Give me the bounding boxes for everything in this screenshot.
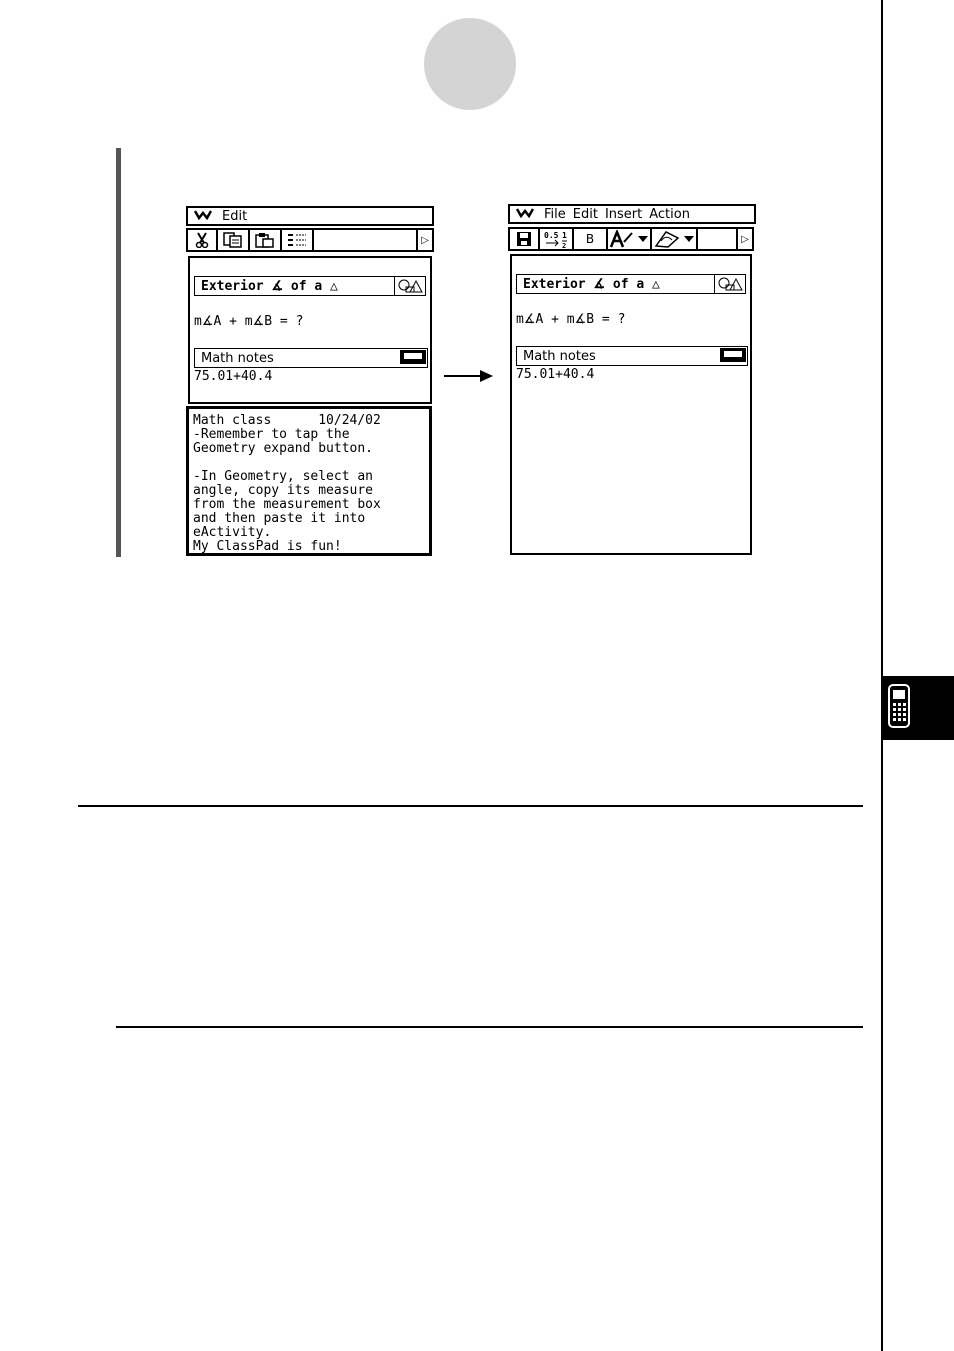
notes-title: Math notes [201, 350, 274, 366]
toolbar-more-button[interactable]: ▷ [416, 230, 432, 250]
notes-line: Math class 10/24/02 [193, 413, 381, 428]
notes-line: from the measurement box [193, 497, 381, 512]
expression-line: m∡A + m∡B = ? [194, 314, 304, 329]
menu-file[interactable]: File [544, 206, 566, 222]
subsection-divider [116, 1026, 863, 1028]
paste-icon[interactable] [250, 230, 282, 250]
chapter-circle [424, 18, 516, 110]
notes-strip[interactable] [516, 346, 748, 366]
dropdown-icon[interactable] [636, 229, 652, 249]
notes-line: and then paste it into [193, 511, 366, 526]
strip-title: Exterior ∡ of a △ [523, 276, 660, 292]
expression-line: m∡A + m∡B = ? [516, 312, 626, 327]
geometry-title-strip[interactable] [194, 276, 426, 296]
copy-icon[interactable] [218, 230, 250, 250]
menu-action[interactable]: Action [649, 206, 690, 222]
svg-text:2: 2 [562, 242, 567, 248]
notes-icon[interactable] [400, 350, 426, 364]
font-style-icon[interactable] [608, 229, 636, 249]
cut-icon[interactable] [188, 230, 218, 250]
notes-line: -In Geometry, select an [193, 469, 374, 484]
menu-edit[interactable]: Edit [572, 206, 598, 222]
bold-icon[interactable]: B [574, 229, 608, 249]
notes-line: eActivity. [193, 525, 272, 540]
left-main-pane [188, 256, 432, 404]
notes-strip[interactable] [194, 348, 428, 368]
toolbar-more-button[interactable]: ▷ [736, 229, 752, 249]
calc-result: 75.01+40.4 [194, 369, 273, 384]
geometry-shapes-icon[interactable] [394, 277, 425, 295]
notes-title: Math notes [523, 348, 596, 364]
save-icon[interactable] [510, 229, 540, 249]
step-bar [116, 148, 121, 557]
geometry-title-strip[interactable] [516, 274, 746, 294]
menu-chevron-icon[interactable] [194, 210, 212, 223]
notes-window[interactable] [186, 406, 432, 556]
menu-insert[interactable]: Insert [604, 206, 643, 222]
right-menu-bar [508, 204, 756, 224]
notes-icon[interactable] [720, 348, 746, 362]
menu-edit[interactable]: Edit [222, 208, 248, 224]
notes-line [193, 456, 425, 470]
svg-text:0.5: 0.5 [544, 231, 559, 240]
menu-chevron-icon[interactable] [516, 208, 534, 221]
notes-line: -Remember to tap the [193, 427, 350, 442]
left-menu-bar [186, 206, 434, 226]
strip-title: Exterior ∡ of a △ [201, 278, 338, 294]
transition-arrow-icon [444, 369, 494, 383]
right-toolbar [508, 227, 754, 251]
left-toolbar [186, 228, 434, 252]
notes-line: Geometry expand button. [193, 441, 374, 456]
calculator-icon [883, 676, 954, 740]
section-divider [78, 805, 863, 807]
calculator-tab [883, 676, 954, 740]
fraction-decimal-icon[interactable] [540, 229, 574, 249]
graph-icon[interactable] [652, 229, 682, 249]
calc-result: 75.01+40.4 [516, 367, 595, 382]
dropdown-icon[interactable] [682, 229, 698, 249]
notes-line: angle, copy its measure [193, 483, 374, 498]
geometry-shapes-icon[interactable] [714, 275, 745, 293]
svg-text:1: 1 [562, 231, 567, 240]
right-main-pane [510, 254, 752, 555]
notes-line: My ClassPad is fun! [193, 539, 342, 554]
list-icon[interactable] [282, 230, 314, 250]
